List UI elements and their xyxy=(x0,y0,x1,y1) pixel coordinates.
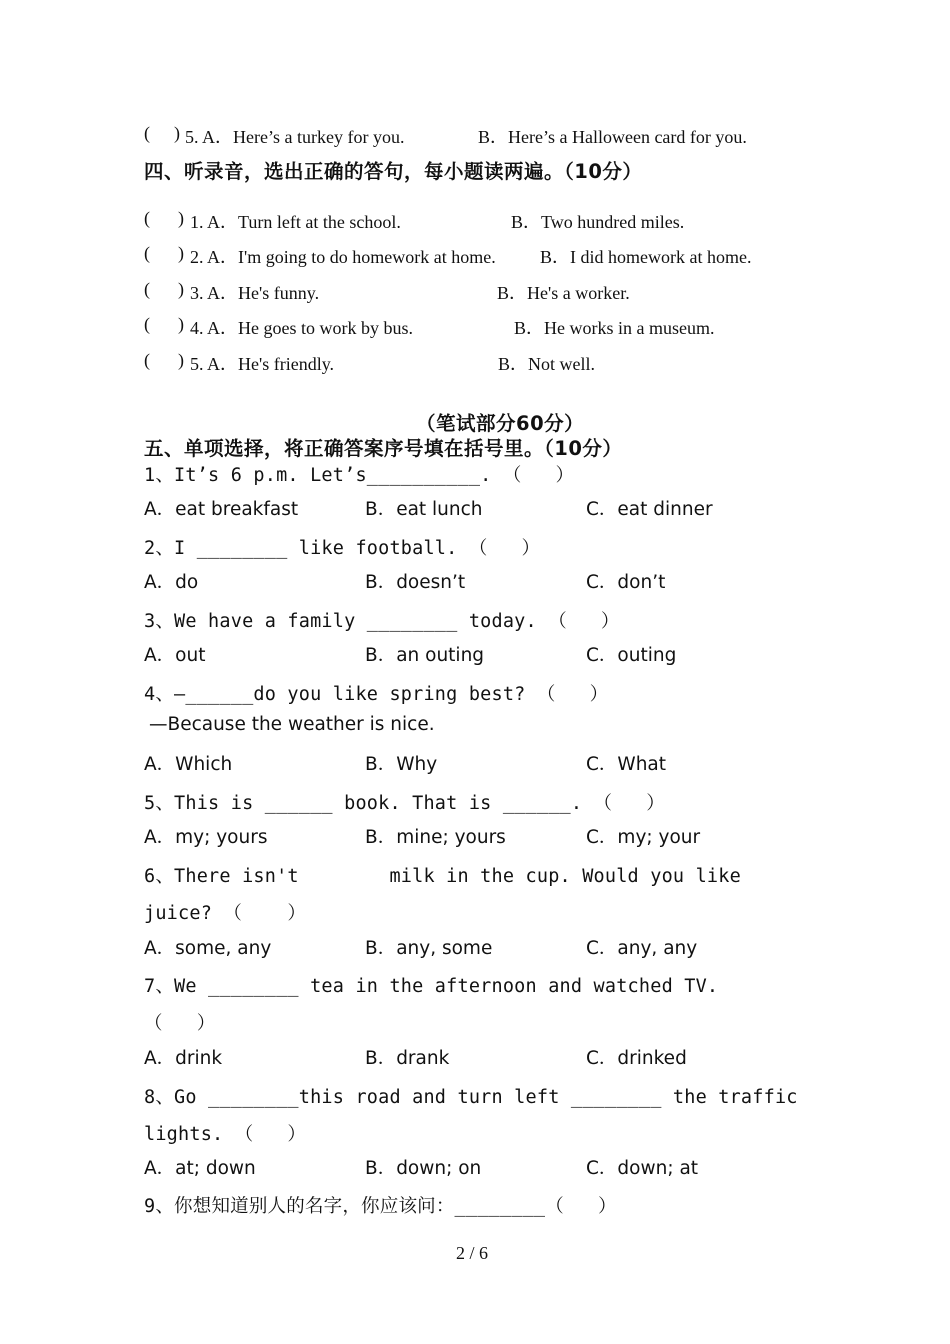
option-c: C．outing xyxy=(586,645,677,666)
question-stem: 2、I ________ like football. （ ） xyxy=(144,538,541,559)
question-option-a: 4. A．He goes to work by bus. xyxy=(190,318,413,338)
question-paren-close: ) xyxy=(178,314,184,334)
question-paren-open: ( xyxy=(144,279,150,299)
question-paren-close: ) xyxy=(178,279,184,299)
section-4-title: 四、听录音，选出正确的答句，每小题读两遍。（10分） xyxy=(144,160,643,183)
question-stem: 1、It’s 6 p.m. Let’s__________. （ ） xyxy=(144,465,575,486)
question-option-a: 5. A．Here’s a turkey for you. xyxy=(185,127,405,147)
question-paren-open: ( xyxy=(144,314,150,334)
question-stem-continued: juice? （ ） xyxy=(144,903,307,924)
option-a: A．eat breakfast xyxy=(144,499,299,520)
option-c: C．don’t xyxy=(586,572,666,593)
option-b: B．doesn’t xyxy=(365,572,466,593)
question-stem: 6、There isn't milk in the cup. Would you like xyxy=(144,866,741,887)
option-b: B．eat lunch xyxy=(365,499,483,520)
question-option-a: 1. A．Turn left at the school. xyxy=(190,212,401,232)
question-paren-open: ( xyxy=(144,208,150,228)
question-stem-continued: （ ） xyxy=(144,1013,216,1034)
question-option-b: B．He's a worker. xyxy=(497,283,630,303)
page-number: 2 / 6 xyxy=(456,1243,489,1263)
option-b: B．mine; yours xyxy=(365,827,506,848)
question-option-b: B．He works in a museum. xyxy=(514,318,715,338)
option-b: B．an outing xyxy=(365,645,485,666)
question-option-b: B．Two hundred miles. xyxy=(511,212,685,232)
question-option-a: 2. A．I'm going to do homework at home. xyxy=(190,247,496,267)
option-a: A．out xyxy=(144,645,206,666)
option-b: B．drank xyxy=(365,1048,450,1069)
written-part-heading: （笔试部分60分） xyxy=(416,412,585,435)
option-a: A．at; down xyxy=(144,1158,256,1179)
option-a: A．Which xyxy=(144,754,233,775)
option-c: C．drinked xyxy=(586,1048,687,1069)
question-option-b: B．I did homework at home. xyxy=(540,247,752,267)
question-paren-close: ) xyxy=(178,243,184,263)
option-c: C．eat dinner xyxy=(586,499,713,520)
dialogue-reply: —Because the weather is nice. xyxy=(149,714,435,735)
question-option-a: 5. A．He's friendly. xyxy=(190,354,335,374)
question-stem: 5、This is ______ book. That is ______. （ ） xyxy=(144,793,665,814)
option-b: B．Why xyxy=(365,754,438,775)
question-paren-open: ( xyxy=(144,243,150,263)
question-stem-continued: lights. （ ） xyxy=(144,1124,307,1145)
option-c: C．What xyxy=(586,754,667,775)
option-a: A．my; yours xyxy=(144,827,268,848)
question-stem: 9、你想知道别人的名字，你应该问：________（ ） xyxy=(144,1196,617,1217)
question-stem: 7、We ________ tea in the afternoon and watched TV. xyxy=(144,976,719,997)
option-b: B．any, some xyxy=(365,938,493,959)
question-paren-open: ( xyxy=(144,123,150,143)
question-stem: 8、Go ________this road and turn left ________ the traffic xyxy=(144,1087,798,1108)
option-c: C．any, any xyxy=(586,938,698,959)
question-stem: 4、—______do you like spring best? （ ） xyxy=(144,684,609,705)
option-a: A．drink xyxy=(144,1048,223,1069)
section-5-title: 五、单项选择，将正确答案序号填在括号里。（10分） xyxy=(144,437,623,460)
question-paren-open: ( xyxy=(144,350,150,370)
question-paren-close: ) xyxy=(174,123,180,143)
question-paren-close: ) xyxy=(178,350,184,370)
question-stem: 3、We have a family ________ today. （ ） xyxy=(144,611,620,632)
question-paren-close: ) xyxy=(178,208,184,228)
option-c: C．down; at xyxy=(586,1158,699,1179)
question-option-a: 3. A．He's funny. xyxy=(190,283,320,303)
question-option-b: B．Here’s a Halloween card for you. xyxy=(478,127,747,147)
option-c: C．my; your xyxy=(586,827,701,848)
question-option-b: B．Not well. xyxy=(498,354,595,374)
option-a: A．do xyxy=(144,572,199,593)
option-b: B．down; on xyxy=(365,1158,482,1179)
option-a: A．some, any xyxy=(144,938,272,959)
